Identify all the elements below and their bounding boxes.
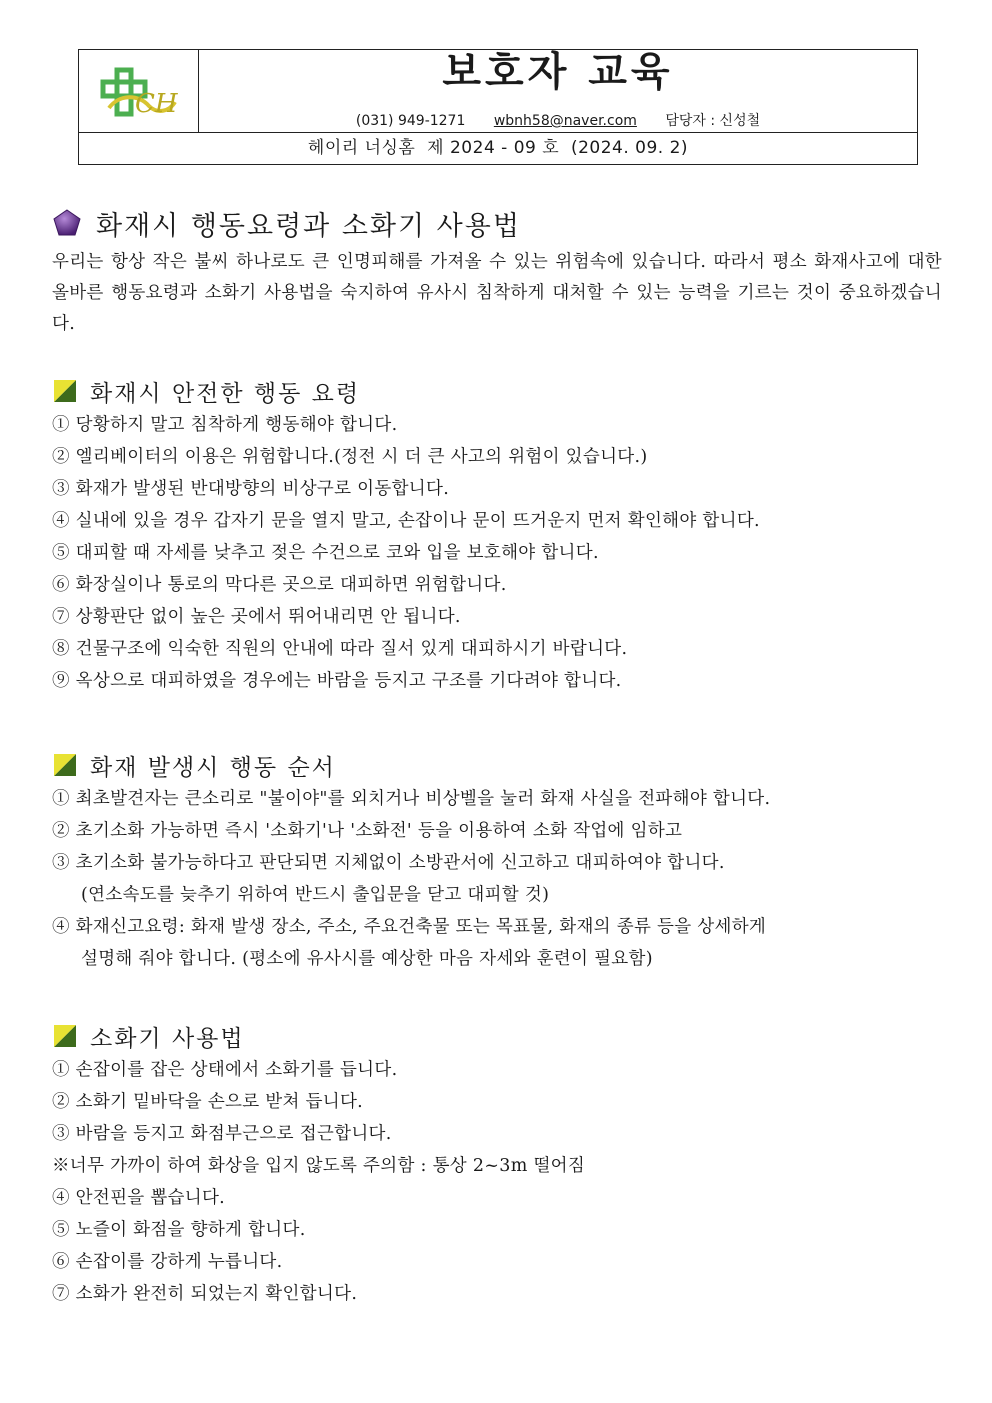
document-body xyxy=(52,203,942,1304)
main-heading-text: 화재시 행동요령과 소화기 사용법 xyxy=(96,210,521,242)
list-item: ③ 바람을 등지고 화점부근으로 접근합니다. xyxy=(52,1124,392,1144)
list-item: ③ 초기소화 불가능하다고 판단되면 지체없이 소방관서에 신고하고 대피하여야 합니다. xyxy=(52,853,725,873)
list-item: ② 초기소화 가능하면 즉시 '소화기'나 '소화전' 등을 이용하여 소화 작업에 임하고 xyxy=(52,821,683,841)
list-item: ⑤ 대피할 때 자세를 낮추고 젖은 수건으로 코와 입을 보호해야 합니다. xyxy=(52,543,599,563)
main-heading xyxy=(52,203,942,243)
section-fire-response-order xyxy=(52,747,770,975)
list-item: ② 엘리베이터의 이용은 위험합니다.(정전 시 더 큰 사고의 위험이 있습니다.) xyxy=(52,447,648,467)
list-item: ① 당황하지 말고 침착하게 행동해야 합니다. xyxy=(52,415,398,435)
document-header xyxy=(78,49,918,165)
list-item-continuation: (연소속도를 늦추기 위하여 반드시 출입문을 닫고 대피할 것) xyxy=(81,885,550,905)
section-heading xyxy=(52,747,770,783)
section-heading-text: 화재시 안전한 행동 요령 xyxy=(90,380,361,407)
email-link[interactable]: wbnh58@naver.com xyxy=(493,113,637,129)
list-item: ⑥ 화장실이나 통로의 막다른 곳으로 대피하면 위험합니다. xyxy=(52,575,507,595)
list-item: ① 손잡이를 잡은 상태에서 소화기를 듭니다. xyxy=(52,1060,398,1080)
logo-lettering: CH xyxy=(135,89,178,119)
triangle-bullet-icon xyxy=(52,1023,78,1049)
list-item: ⑦ 소화가 완전히 되었는지 확인합니다. xyxy=(52,1284,358,1304)
list-item: ④ 안전핀을 뽑습니다. xyxy=(52,1188,226,1208)
manager-name: 담당자 : 신성철 xyxy=(665,113,761,129)
list-item: ④ 화재신고요령: 화재 발생 장소, 주소, 주요건축물 또는 목표물, 화재의 종류 등을 상세하게 xyxy=(52,917,767,937)
extinguisher-steps-list xyxy=(52,1054,585,1310)
issue-info: 헤이리 너싱홈 제 2024 - 09 호 (2024. 09. 2) xyxy=(79,132,917,164)
caution-note: ※너무 가까이 하여 화상을 입지 않도록 주의함 : 통상 2~3m 떨어짐 xyxy=(52,1156,586,1176)
list-item: ② 소화기 밑바닥을 손으로 받쳐 듭니다. xyxy=(52,1092,364,1112)
intro-paragraph: 우리는 항상 작은 불씨 하나로도 큰 인명피해를 가져올 수 있는 위험속에 있습니다. 따라서 평소 화재사고에 대한 올바른 행동요령과 소화기 사용법을 숙지하여 유사시 침착하게 대처할 수 있는 능력을 기르는 것이 중요하겠습니다. xyxy=(52,252,942,334)
phone-number: (031) 949-1271 xyxy=(355,113,466,129)
list-item: ⑧ 건물구조에 익숙한 직원의 안내에 따라 질서 있게 대피하시기 바랍니다. xyxy=(52,639,628,659)
list-item: ① 최초발견자는 큰소리로 "불이야"를 외치거나 비상벨을 눌러 화재 사실을 전파해야 합니다. xyxy=(52,789,771,809)
list-item: ⑤ 노즐이 화점을 향하게 합니다. xyxy=(52,1220,306,1240)
list-item: ③ 화재가 발생된 반대방향의 비상구로 이동합니다. xyxy=(52,479,450,499)
section-heading-text: 화재 발생시 행동 순서 xyxy=(90,754,336,781)
triangle-bullet-icon xyxy=(52,378,78,404)
logo-cell xyxy=(79,50,199,132)
safe-actions-list xyxy=(52,409,760,697)
fire-response-list xyxy=(52,783,770,975)
newsletter-title: 보호자 교육 xyxy=(442,49,674,95)
list-item-continuation: 설명해 줘야 합니다. (평소에 유사시를 예상한 마음 자세와 훈련이 필요함) xyxy=(81,949,653,969)
list-item: ④ 실내에 있을 경우 갑자기 문을 열지 말고, 손잡이나 문이 뜨거운지 먼저 확인해야 합니다. xyxy=(52,511,760,531)
section-heading xyxy=(52,1018,585,1054)
section-safe-actions xyxy=(52,373,760,697)
list-item: ⑨ 옥상으로 대피하였을 경우에는 바람을 등지고 구조를 기다려야 합니다. xyxy=(52,671,622,691)
contact-line xyxy=(199,112,917,130)
list-item: ⑦ 상황판단 없이 높은 곳에서 뛰어내리면 안 됩니다. xyxy=(52,607,461,627)
heyri-logo-icon xyxy=(79,50,199,132)
triangle-bullet-icon xyxy=(52,752,78,778)
title-cell xyxy=(199,50,917,132)
section-heading-text: 소화기 사용법 xyxy=(90,1025,245,1052)
section-extinguisher-usage xyxy=(52,1018,585,1310)
section-heading xyxy=(52,373,760,409)
list-item: ⑥ 손잡이를 강하게 누릅니다. xyxy=(52,1252,283,1272)
purple-pentagon-icon xyxy=(52,208,82,238)
